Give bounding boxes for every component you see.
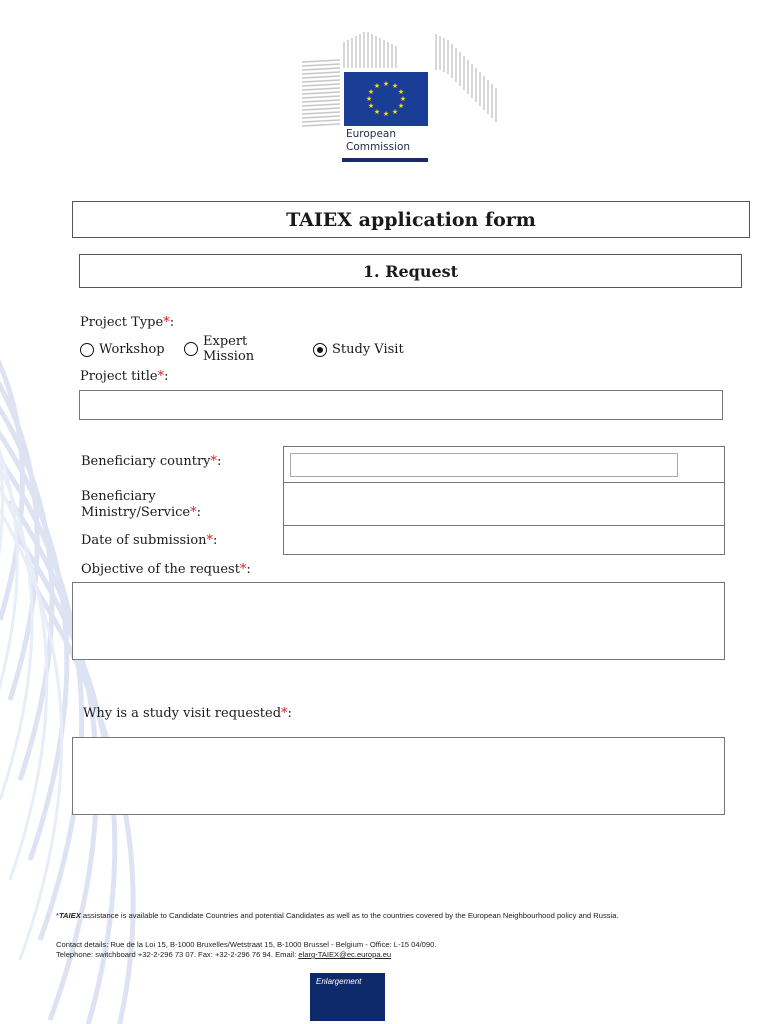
- svg-text:★: ★: [399, 95, 407, 103]
- european-commission-logo: [300, 30, 500, 170]
- why-study-visit-textarea[interactable]: [72, 737, 725, 815]
- radio-expert-mission-circle[interactable]: [184, 342, 198, 356]
- svg-text:★: ★: [382, 80, 390, 88]
- date-of-submission-label: Date of submission*:: [81, 533, 218, 548]
- form-title-box: [72, 201, 750, 238]
- required-marker: *: [163, 315, 170, 330]
- objective-textarea[interactable]: [72, 582, 725, 660]
- logo-text-line2: Commission: [346, 141, 411, 153]
- svg-text:★: ★: [382, 110, 390, 118]
- why-study-visit-label: Why is a study visit requested*:: [83, 706, 292, 721]
- beneficiary-country-input[interactable]: [290, 453, 678, 477]
- radio-workshop[interactable]: [80, 342, 165, 358]
- svg-text:★: ★: [367, 88, 375, 96]
- logo-text-line1: European: [346, 128, 397, 140]
- objective-label: Objective of the request*:: [81, 562, 251, 577]
- svg-text:★: ★: [397, 88, 405, 96]
- beneficiary-country-label: Beneficiary country*:: [81, 454, 222, 469]
- svg-text:★: ★: [367, 102, 375, 110]
- radio-workshop-circle[interactable]: [80, 343, 94, 357]
- section-title-box: [79, 254, 742, 288]
- svg-text:★: ★: [391, 108, 399, 116]
- radio-workshop-label: Workshop: [99, 342, 165, 357]
- radio-study-visit-label: Study Visit: [332, 342, 404, 357]
- beneficiary-country-cell: [283, 446, 725, 484]
- enlargement-button[interactable]: Enlargement: [310, 973, 385, 1021]
- svg-text:★: ★: [373, 82, 381, 90]
- beneficiary-ministry-input[interactable]: [283, 482, 725, 527]
- required-marker: *: [210, 454, 217, 469]
- svg-text:★: ★: [373, 108, 381, 116]
- radio-expert-mission[interactable]: [184, 334, 254, 364]
- svg-text:★: ★: [397, 102, 405, 110]
- required-marker: *: [206, 533, 214, 548]
- radio-selected-dot: [317, 347, 323, 353]
- radio-expert-mission-label: Expert Mission: [203, 334, 255, 364]
- svg-text:★: ★: [365, 95, 373, 103]
- berlaymont-building-icon: [300, 30, 500, 130]
- radio-study-visit-circle[interactable]: [313, 343, 327, 357]
- required-marker: *: [157, 369, 165, 384]
- contact-details: Contact details: Rue de la Loi 15, B-1000 Bruxelles/Wetstraat 15, B-1000 Brussel - Belgium - Office: L-15 04/090. Telephone: switchboard +32-2-296 73 07. Fax: +32-2-296 76 94. Email: elarg-TAIEX@ec.europa.eu: [56, 940, 437, 959]
- section-title: 1. Request: [362, 261, 459, 281]
- radio-study-visit[interactable]: [313, 342, 404, 358]
- project-title-input[interactable]: [79, 390, 723, 420]
- footnote-taiex: *TAIEX assistance is available to Candidate Countries and potential Candidates as well as to the countries covered by the European Neighbourhood policy and Russia.: [56, 911, 619, 920]
- project-title-label: Project title*:: [80, 369, 169, 384]
- svg-text:★: ★: [391, 82, 399, 90]
- form-title: TAIEX application form: [286, 208, 536, 231]
- logo-underline: [342, 158, 428, 162]
- beneficiary-ministry-label: Beneficiary Ministry/Service*:: [81, 489, 202, 520]
- required-marker: *: [239, 562, 247, 577]
- project-type-label: Project Type*:: [80, 315, 175, 330]
- contact-email-link[interactable]: elarg-TAIEX@ec.europa.eu: [298, 950, 392, 959]
- required-marker: *: [190, 505, 197, 520]
- date-of-submission-input[interactable]: [283, 525, 725, 555]
- required-marker: *: [281, 706, 288, 721]
